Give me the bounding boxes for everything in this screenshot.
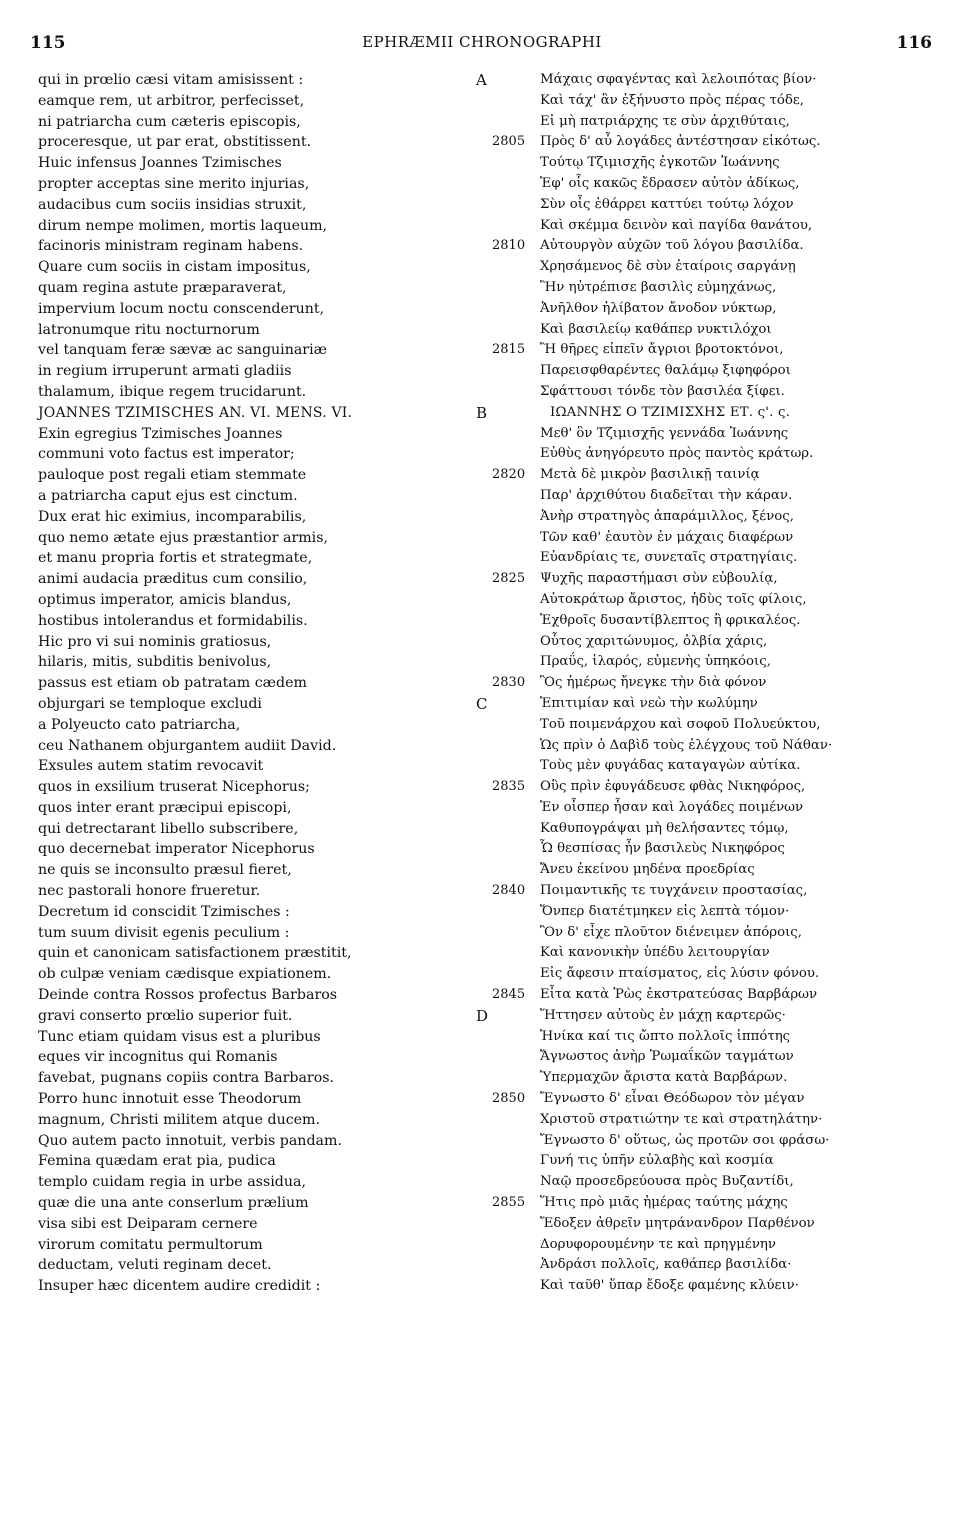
latin-line: in regium irruperunt armati gladiis bbox=[38, 363, 292, 380]
greek-line: Ἣν ηὐτρέπισε βασιλὶς εὐμηχάνως, bbox=[540, 279, 777, 295]
line-number-line bbox=[492, 424, 538, 445]
line-number-line bbox=[492, 715, 538, 736]
latin-line: Femina quædam erat pia, pudica bbox=[38, 1153, 276, 1170]
latin-line: quo decernebat imperator Nicephorus bbox=[38, 841, 315, 858]
line-number-line bbox=[492, 444, 538, 465]
line-number-line bbox=[492, 382, 538, 403]
greek-line: Πρὸς δ' αὖ λογάδες ἀντέστησαν εἰκότως. bbox=[540, 134, 821, 150]
section-letter-line: C bbox=[476, 694, 488, 713]
greek-line: Καὶ κανονικὴν ὑπέδυ λειτουργίαν bbox=[540, 945, 770, 961]
line-number-line bbox=[492, 1214, 538, 1235]
line-number-line bbox=[492, 1047, 538, 1068]
latin-line: a patriarcha caput ejus est cinctum. bbox=[38, 487, 298, 504]
greek-line: Πραΰς, ἱλαρός, εὐμενὴς ὑπηκόοις, bbox=[540, 654, 771, 670]
latin-line: Exin egregius Tzimisches Joannes bbox=[38, 425, 283, 442]
latin-line: Insuper hæc dicentem audire credidit : bbox=[38, 1278, 321, 1295]
greek-line: Παρεισφθαρέντες θαλάμῳ ξιφηφόροι bbox=[540, 363, 791, 379]
latin-line: ob culpæ veniam cædisque expiationem. bbox=[38, 966, 332, 983]
latin-line: propter acceptas sine merito injurias, bbox=[38, 175, 310, 192]
line-number-line bbox=[492, 1255, 538, 1276]
line-number-line bbox=[492, 1027, 538, 1048]
greek-line: Τούτῳ Τζιμισχῆς ἐγκοτῶν Ἰωάννης bbox=[540, 155, 780, 171]
greek-line: Ἀνῆλθον ἠλίβατον ἄνοδον νύκτωρ, bbox=[540, 300, 777, 316]
line-number-line: 2825 bbox=[492, 571, 526, 587]
page-number-right: 116 bbox=[896, 33, 932, 53]
greek-line: Ἥττησεν αὐτοὺς ἐν μάχῃ καρτερῶς· bbox=[540, 1007, 786, 1023]
greek-line: Ὃς ἡμέρως ἤνεγκε τὴν διὰ φόνον bbox=[540, 675, 767, 691]
greek-line: Ὑπερμαχῶν ἄριστα κατὰ Βαρβάρων. bbox=[540, 1070, 788, 1086]
greek-line: Καὶ τάχ' ἂν ἐξήνυστο πρὸς πέρας τόδε, bbox=[540, 92, 804, 108]
greek-line: Ψυχῆς παραστήμασι σὺν εὐβουλίᾳ, bbox=[540, 571, 778, 587]
greek-line: Καὶ σκέμμα δεινὸν καὶ παγίδα θανάτου, bbox=[540, 217, 813, 233]
line-number-line bbox=[492, 70, 538, 91]
latin-line: templo cuidam regia in urbe assidua, bbox=[38, 1174, 306, 1191]
greek-line: Ἀνδράσι πολλοῖς, καθάπερ βασιλίδα· bbox=[540, 1257, 792, 1273]
greek-line: Ὅνπερ διατέτμηκεν εἰς λεπτὰ τόμον· bbox=[540, 903, 790, 919]
line-number-line: 2840 bbox=[492, 883, 526, 899]
greek-line: Ἐφ' οἷς κακῶς ἔδρασεν αὐτὸν ἀδίκως, bbox=[540, 175, 800, 191]
latin-heading: JOANNES TZIMISCHES AN. VI. MENS. VI. bbox=[38, 404, 353, 421]
latin-line: Huic infensus Joannes Tzimisches bbox=[38, 155, 282, 172]
line-number-line: 2855 bbox=[492, 1195, 526, 1211]
line-number-line bbox=[492, 486, 538, 507]
greek-line: Αὐτοκράτωρ ἄριστος, ἡδὺς τοῖς φίλοις, bbox=[540, 591, 807, 607]
latin-line: Decretum id conscidit Tzimisches : bbox=[38, 903, 290, 920]
greek-line: Σφάττουσι τόνδε τὸν βασιλέα ξίφει. bbox=[540, 383, 785, 399]
line-number-line bbox=[492, 153, 538, 174]
latin-line: passus est etiam ob patratam cædem bbox=[38, 675, 307, 692]
line-number-line bbox=[492, 548, 538, 569]
page-header bbox=[0, 33, 964, 57]
greek-line: Εἶτα κατὰ Ῥὼς ἐκστρατεύσας Βαρβάρων bbox=[540, 987, 818, 1003]
line-number-line bbox=[492, 528, 538, 549]
latin-line: Quare cum sociis in cistam impositus, bbox=[38, 259, 311, 276]
greek-line: Ἥτις πρὸ μιᾶς ἡμέρας ταύτης μάχης bbox=[540, 1195, 788, 1211]
line-number-line bbox=[492, 361, 538, 382]
greek-line: Ἔγνωστο δ' εἶναι Θεόδωρον τὸν μέγαν bbox=[540, 1091, 805, 1107]
line-number-line: 2805 bbox=[492, 134, 526, 150]
greek-line: Σὺν οἷς ἐθάρρει καττύει τούτῳ λόχον bbox=[540, 196, 794, 212]
latin-line: Hic pro vi sui nominis gratiosus, bbox=[38, 633, 272, 650]
latin-line: Porro hunc innotuit esse Theodorum bbox=[38, 1091, 302, 1108]
latin-line: impervium locum noctu conscenderunt, bbox=[38, 300, 325, 317]
latin-line: quin et canonicam satisfactionem præstitit, bbox=[38, 945, 352, 962]
latin-line: ceu Nathanem objurgantem audiit David. bbox=[38, 737, 337, 754]
latin-line: ne quis se inconsulto præsul fieret, bbox=[38, 862, 292, 879]
greek-line: Ὧ θεσπίσας ἦν βασιλεὺς Νικηφόρος bbox=[540, 841, 785, 857]
line-number-line bbox=[492, 216, 538, 237]
line-number-line: 2850 bbox=[492, 1091, 526, 1107]
line-number-line: 2810 bbox=[492, 238, 526, 254]
greek-line: Εὐανδρίαις τε, συνεταῖς στρατηγίαις. bbox=[540, 550, 798, 566]
greek-line: Εὐθὺς ἀνηγόρευτο πρὸς παντὸς κράτωρ. bbox=[540, 446, 814, 462]
line-number-line bbox=[492, 195, 538, 216]
line-number-line bbox=[492, 632, 538, 653]
latin-line: Exsules autem statim revocavit bbox=[38, 758, 264, 775]
line-number-line bbox=[492, 756, 538, 777]
latin-line: tum suum divisit egenis peculium : bbox=[38, 924, 290, 941]
greek-line: Ἀνὴρ στρατηγὸς ἀπαράμιλλος, ξένος, bbox=[540, 508, 794, 524]
line-number-line bbox=[492, 819, 538, 840]
line-number-line bbox=[492, 1151, 538, 1172]
line-number-line bbox=[492, 798, 538, 819]
latin-line: proceresque, ut par erat, obstitissent. bbox=[38, 134, 312, 151]
latin-line: eamque rem, ut arbitror, perfecisset, bbox=[38, 92, 305, 109]
latin-line: thalamum, ibique regem trucidarunt. bbox=[38, 383, 307, 400]
greek-line: Ναῷ προσεδρεύουσα πρὸς Βυζαντίδι, bbox=[540, 1174, 794, 1190]
line-number-line bbox=[492, 91, 538, 112]
line-number-line bbox=[492, 174, 538, 195]
greek-line: Καθυπογράψαι μὴ θελήσαντες τόμῳ, bbox=[540, 820, 789, 836]
greek-line: Ὃν δ' εἶχε πλοῦτον διένειμεν ἀπόροις, bbox=[540, 924, 802, 940]
greek-line: Ἐπιτιμίαν καὶ νεὼ τὴν κωλύμην bbox=[540, 695, 758, 711]
latin-line: Dux erat hic eximius, incomparabilis, bbox=[38, 508, 307, 525]
section-letter-line: A bbox=[476, 71, 487, 89]
latin-line: quam regina astute præparaverat, bbox=[38, 279, 287, 296]
line-number-line bbox=[492, 590, 538, 611]
latin-line: eques vir incognitus qui Romanis bbox=[38, 1049, 278, 1066]
line-numbers-column bbox=[492, 70, 538, 1297]
latin-line: hilaris, mitis, subditis benivolus, bbox=[38, 654, 272, 671]
page-number-left: 115 bbox=[30, 33, 66, 53]
greek-line: Μάχαις σφαγέντας καὶ λελοιπότας βίον· bbox=[540, 72, 817, 87]
line-number-line bbox=[492, 611, 538, 632]
running-title: EPHRÆMII CHRONOGRAPHI bbox=[362, 33, 602, 51]
latin-line: latronumque ritu nocturnorum bbox=[38, 321, 260, 338]
latin-line: qui detrectarant libello subscribere, bbox=[38, 820, 299, 837]
latin-line: facinoris ministram reginam habens. bbox=[38, 238, 304, 255]
greek-line: Εἰ μὴ πατριάρχης τε σὺν ἀρχιθύταις, bbox=[540, 113, 790, 129]
line-number-line bbox=[492, 1068, 538, 1089]
greek-line: Ἔγνωστο δ' οὕτως, ὡς προτῶν σοι φράσω· bbox=[540, 1132, 830, 1148]
latin-line: communi voto factus est imperator; bbox=[38, 446, 295, 463]
latin-line: objurgari se temploque excludi bbox=[38, 695, 262, 712]
greek-line: Χρησάμενος δὲ σὺν ἑταίροις σαργάνῃ bbox=[540, 259, 796, 275]
line-number-line bbox=[492, 839, 538, 860]
latin-line: Quo autem pacto innotuit, verbis pandam. bbox=[38, 1132, 342, 1149]
greek-line: Αὐτουργὸν αὐχῶν τοῦ λόγου βασιλίδα. bbox=[540, 238, 804, 254]
greek-line: Ἄνευ ἐκείνου μηδένα προεδρίας bbox=[540, 862, 755, 878]
line-number-line bbox=[492, 507, 538, 528]
greek-line: Καὶ βασιλείῳ καθάπερ νυκτιλόχοι bbox=[540, 321, 772, 337]
greek-line: Ἐν οἷσπερ ἦσαν καὶ λογάδες ποιμένων bbox=[540, 799, 804, 815]
greek-line: Ἐχθροῖς δυσαντίβλεπτος ἢ φρικαλέος. bbox=[540, 612, 801, 628]
latin-line: et manu propria fortis et strategmate, bbox=[38, 550, 313, 567]
latin-line: favebat, pugnans copiis contra Barbaros. bbox=[38, 1070, 335, 1087]
greek-column bbox=[540, 70, 960, 1297]
latin-line: ni patriarcha cum cæteris episcopis, bbox=[38, 113, 301, 130]
line-number-line bbox=[492, 320, 538, 341]
latin-line: nec pastorali honore frueretur. bbox=[38, 883, 261, 900]
latin-line: hostibus intolerandus et formidabilis. bbox=[38, 612, 308, 629]
line-number-line bbox=[492, 652, 538, 673]
line-number-line bbox=[492, 299, 538, 320]
line-number-line bbox=[492, 860, 538, 881]
latin-line: virorum comitatu permultorum bbox=[38, 1236, 263, 1253]
section-letter-line: D bbox=[476, 1006, 489, 1025]
greek-line: Οὓς πρὶν ἐφυγάδευσε φθὰς Νικηφόρος, bbox=[540, 779, 806, 795]
greek-line: Χριστοῦ στρατιώτην τε καὶ στρατηλάτην· bbox=[540, 1111, 823, 1127]
line-number-line bbox=[492, 694, 538, 715]
latin-line: magnum, Christi militem atque ducem. bbox=[38, 1111, 321, 1128]
greek-line: Ἢ θῆρες εἰπεῖν ἄγριοι βροτοκτόνοι, bbox=[540, 342, 784, 358]
greek-line: Τοὺς μὲν φυγάδας καταγαγὼν αὐτίκα. bbox=[540, 758, 801, 774]
line-number-line: 2830 bbox=[492, 675, 526, 691]
line-number-line: 2815 bbox=[492, 342, 526, 358]
latin-line: deductam, veluti reginam decet. bbox=[38, 1257, 272, 1274]
latin-line: dirum nempe molimen, mortis laqueum, bbox=[38, 217, 328, 234]
line-number-line bbox=[492, 403, 538, 424]
line-number-line bbox=[492, 1131, 538, 1152]
line-number-line bbox=[492, 1110, 538, 1131]
line-number-line: 2835 bbox=[492, 779, 526, 795]
latin-column bbox=[38, 70, 468, 1297]
line-number-line bbox=[492, 257, 538, 278]
latin-line: Deinde contra Rossos profectus Barbaros bbox=[38, 987, 338, 1004]
line-number-line bbox=[492, 1235, 538, 1256]
greek-line: Καὶ ταῦθ' ὕπαρ ἔδοξε φαμένης κλύειν· bbox=[540, 1278, 799, 1294]
greek-line: Τῶν καθ' ἑαυτὸν ἐν μάχαις διαφέρων bbox=[540, 529, 794, 545]
greek-line: Οὗτος χαριτώνυμος, ὀλβία χάρις, bbox=[540, 633, 768, 649]
line-number-line bbox=[492, 1276, 538, 1297]
greek-line: Ὡς πρὶν ὁ Δαβὶδ τοὺς ἐλέγχους τοῦ Νάθαν· bbox=[540, 737, 833, 753]
line-number-line bbox=[492, 736, 538, 757]
latin-line: gravi conserto prœlio superior fuit. bbox=[38, 1007, 293, 1024]
greek-line: Εἰς ἄφεσιν πταίσματος, εἰς λύσιν φόνου. bbox=[540, 966, 820, 982]
greek-line: Μεθ' ὃν Τζιμισχῆς γεννάδα Ἰωάννης bbox=[540, 425, 789, 441]
greek-line: Δορυφορουμένην τε καὶ πρηγμένην bbox=[540, 1236, 776, 1252]
line-number-line bbox=[492, 964, 538, 985]
line-number-line bbox=[492, 1006, 538, 1027]
greek-line: Μετὰ δὲ μικρὸν βασιλικῇ ταινίᾳ bbox=[540, 467, 760, 483]
greek-line: Τοῦ ποιμενάρχου καὶ σοφοῦ Πολυεύκτου, bbox=[540, 716, 821, 732]
line-number-line: 2845 bbox=[492, 987, 526, 1003]
latin-line: vel tanquam feræ sævæ ac sanguinariæ bbox=[38, 342, 327, 359]
latin-line: a Polyeucto cato patriarcha, bbox=[38, 716, 241, 733]
section-letter-line: B bbox=[476, 403, 488, 422]
line-number-line bbox=[492, 278, 538, 299]
latin-line: audacibus cum sociis insidias struxit, bbox=[38, 196, 307, 213]
line-number-line bbox=[492, 902, 538, 923]
line-number-line bbox=[492, 923, 538, 944]
line-number-line: 2820 bbox=[492, 467, 526, 483]
greek-line: Ἔδοξεν ἀθρεῖν μητράνανδρον Παρθένον bbox=[540, 1215, 815, 1231]
latin-line: Tunc etiam quidam visus est a pluribus bbox=[38, 1028, 321, 1045]
latin-line: quos inter erant præcipui episcopi, bbox=[38, 799, 292, 816]
latin-line: quæ die una ante conserlum prælium bbox=[38, 1195, 309, 1212]
line-number-line bbox=[492, 112, 538, 133]
latin-line: visa sibi est Deiparam cernere bbox=[38, 1215, 258, 1232]
greek-line: Γυνή τις ὑπῆν εὐλαβὴς καὶ κοσμία bbox=[540, 1153, 774, 1169]
greek-line: Ποιμαντικῆς τε τυγχάνειν προστασίας, bbox=[540, 883, 808, 899]
greek-line: Ἡνίκα καί τις ὤπτο πολλοῖς ἱππότης bbox=[540, 1028, 791, 1044]
greek-heading: ΙΩΑΝΝΗΣ Ο ΤΖΙΜΙΣΧΗΣ ΕΤ. ς'. ς. bbox=[550, 404, 791, 420]
latin-line: animi audacia præditus cum consilio, bbox=[38, 571, 308, 588]
greek-line: Ἄγνωστος ἀνὴρ Ῥωμαΐκῶν ταγμάτων bbox=[540, 1049, 794, 1065]
latin-line: qui in prœlio cæsi vitam amisissent : bbox=[38, 72, 304, 88]
latin-line: optimus imperator, amicis blandus, bbox=[38, 591, 292, 608]
latin-line: quos in exsilium truserat Nicephorus; bbox=[38, 779, 310, 796]
latin-line: pauloque post regali etiam stemmate bbox=[38, 467, 307, 484]
latin-line: quo nemo ætate ejus præstantior armis, bbox=[38, 529, 329, 546]
greek-line: Παρ' ἀρχιθύτου διαδεῖται τὴν κάραν. bbox=[540, 487, 793, 503]
line-number-line bbox=[492, 943, 538, 964]
line-number-line bbox=[492, 1172, 538, 1193]
